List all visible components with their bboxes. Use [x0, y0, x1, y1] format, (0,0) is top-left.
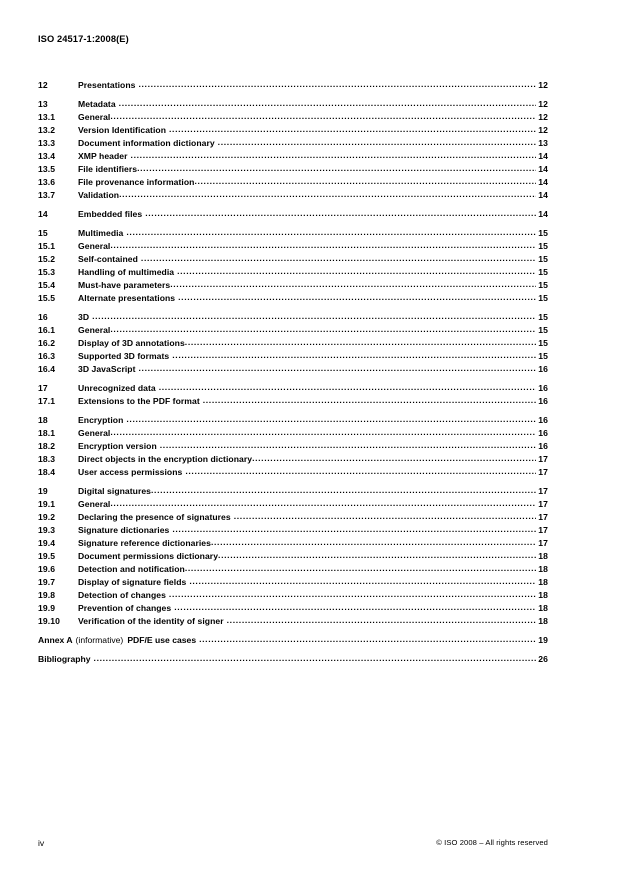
toc-entry-number: 18: [38, 415, 48, 425]
toc-entry[interactable]: [38, 440, 548, 453]
toc-entry-title: General: [78, 112, 111, 122]
toc-entry[interactable]: [38, 576, 548, 589]
toc-entry-page-number: 18: [538, 590, 548, 600]
toc-entry-title: Display of 3D annotations: [78, 338, 185, 348]
toc-entry-page-number: 16: [538, 364, 548, 374]
toc-entry-title: Must-have parameters: [78, 280, 171, 290]
toc-entry-number: 15.3: [38, 267, 56, 277]
toc-entry-title: User access permissions: [78, 467, 183, 477]
dot-leader: [194, 176, 536, 188]
toc-entry-page-number: 15: [538, 228, 548, 238]
toc-entry-title: Digital signatures: [78, 486, 152, 496]
dot-leader: [189, 576, 536, 588]
table-of-contents: [38, 79, 548, 666]
toc-entry-title: Embedded files: [78, 209, 143, 219]
toc-entry-page-number: 16: [538, 441, 548, 451]
toc-entry[interactable]: [38, 498, 548, 511]
toc-entry-page-number: 14: [538, 209, 548, 219]
toc-entry[interactable]: [38, 240, 548, 253]
dot-leader: [145, 208, 536, 220]
dot-leader: [119, 189, 536, 201]
annex-title: PDF/E use cases: [127, 635, 197, 645]
bibliography-page-number: 26: [538, 654, 548, 664]
toc-entry[interactable]: [38, 363, 548, 376]
toc-entry-title: Declaring the presence of signatures: [78, 512, 231, 522]
toc-entry[interactable]: [38, 98, 548, 111]
toc-entry-number: 18.4: [38, 467, 56, 477]
toc-entry-page-number: 14: [538, 151, 548, 161]
dot-leader: [151, 485, 536, 497]
toc-entry-page-number: 18: [538, 577, 548, 587]
toc-entry[interactable]: [38, 227, 548, 240]
toc-entry[interactable]: [38, 292, 548, 305]
dot-leader: [119, 98, 536, 110]
toc-entry[interactable]: [38, 137, 548, 150]
toc-entry-title: Version Identification: [78, 125, 167, 135]
toc-entry-page-number: 12: [538, 112, 548, 122]
toc-entry[interactable]: [38, 427, 548, 440]
toc-entry[interactable]: [38, 150, 548, 163]
dot-leader: [169, 124, 536, 136]
toc-group: [38, 414, 548, 479]
toc-entry-number: 13.2: [38, 125, 56, 135]
toc-entry[interactable]: [38, 324, 548, 337]
toc-entry-title: Signature reference dictionaries: [78, 538, 211, 548]
toc-entry-title: Display of signature fields: [78, 577, 187, 587]
dot-leader: [218, 137, 536, 149]
toc-entry-number: 15.1: [38, 241, 56, 251]
toc-entry[interactable]: [38, 414, 548, 427]
toc-entry-number: 13: [38, 99, 48, 109]
dot-leader: [141, 253, 536, 265]
toc-entry[interactable]: [38, 615, 548, 628]
toc-entry-page-number: 15: [538, 280, 548, 290]
annex-page-number: 19: [538, 635, 548, 645]
toc-entry-number: 16.4: [38, 364, 56, 374]
toc-entry-page-number: 17: [538, 454, 548, 464]
toc-entry-number: 13.4: [38, 151, 56, 161]
toc-entry-title: Metadata: [78, 99, 116, 109]
toc-entry-page-number: 14: [538, 190, 548, 200]
dot-leader: [131, 150, 536, 162]
toc-entry-page-number: 16: [538, 383, 548, 393]
toc-entry-number: 15: [38, 228, 48, 238]
toc-entry-page-number: 17: [538, 538, 548, 548]
toc-entry-title: Presentations: [78, 80, 136, 90]
dot-leader: [139, 363, 537, 375]
annex-label: Annex A: [38, 635, 73, 645]
document-header-standard-id: ISO 24517-1:2008(E): [38, 34, 129, 44]
toc-entry[interactable]: [38, 550, 548, 563]
toc-entry-page-number: 15: [538, 293, 548, 303]
dot-leader: [185, 563, 536, 575]
toc-entry[interactable]: [38, 79, 548, 92]
toc-entry-number: 17: [38, 383, 48, 393]
toc-entry-title: General: [78, 241, 111, 251]
dot-leader: [137, 163, 536, 175]
dot-leader: [172, 350, 536, 362]
toc-entry-page-number: 14: [538, 177, 548, 187]
toc-entry[interactable]: [38, 266, 548, 279]
dot-leader: [110, 240, 536, 252]
dot-leader: [172, 524, 536, 536]
toc-entry-page-number: 17: [538, 486, 548, 496]
toc-entry[interactable]: [38, 589, 548, 602]
toc-entry-title: Document information dictionary: [78, 138, 215, 148]
toc-entry-number: 19.9: [38, 603, 56, 613]
toc-entry-number: 16: [38, 312, 48, 322]
toc-entry-number: 19.5: [38, 551, 56, 561]
toc-entry-number: 13.6: [38, 177, 56, 187]
toc-entry-page-number: 18: [538, 603, 548, 613]
toc-entry[interactable]: [38, 524, 548, 537]
toc-entry-title: Validation: [78, 190, 120, 200]
toc-entry-page-number: 17: [538, 467, 548, 477]
toc-entry-page-number: 16: [538, 428, 548, 438]
bibliography-title: Bibliography: [38, 654, 91, 664]
toc-entry-number: 17.1: [38, 396, 56, 406]
toc-entry-number: 14: [38, 209, 48, 219]
toc-entry-title: Supported 3D formats: [78, 351, 170, 361]
toc-entry-number: 15.4: [38, 280, 56, 290]
toc-entry[interactable]: [38, 176, 548, 189]
toc-entry-number: 16.3: [38, 351, 56, 361]
toc-entry-title: Detection of changes: [78, 590, 166, 600]
dot-leader: [110, 324, 536, 336]
footer-page-number: iv: [38, 838, 45, 848]
toc-entry-title: 3D: [78, 312, 90, 322]
toc-entry-number: 16.1: [38, 325, 56, 335]
toc-entry-page-number: 12: [538, 99, 548, 109]
dot-leader: [170, 279, 536, 291]
toc-entry[interactable]: [38, 485, 548, 498]
toc-entry[interactable]: [38, 453, 548, 466]
toc-entry[interactable]: [38, 311, 548, 324]
toc-entry[interactable]: [38, 511, 548, 524]
toc-entry-page-number: 13: [538, 138, 548, 148]
toc-entry-number: 12: [38, 80, 48, 90]
toc-entry[interactable]: [38, 337, 548, 350]
toc-entry-page-number: 17: [538, 525, 548, 535]
toc-entry-title: Self-contained: [78, 254, 138, 264]
toc-entry-title: Document permissions dictionary: [78, 551, 219, 561]
toc-entry[interactable]: [38, 189, 548, 202]
toc-entry-title: Handling of multimedia: [78, 267, 175, 277]
toc-entry-title: Verification of the identity of signer: [78, 616, 224, 626]
toc-entry-title: File identifiers: [78, 164, 138, 174]
toc-entry-number: 19.8: [38, 590, 56, 600]
toc-entry-title: Encryption version: [78, 441, 157, 451]
toc-entry-page-number: 16: [538, 396, 548, 406]
toc-entry[interactable]: [38, 602, 548, 615]
dot-leader: [159, 382, 536, 394]
toc-entry-number: 13.1: [38, 112, 56, 122]
toc-entry-page-number: 17: [538, 499, 548, 509]
toc-entry-number: 13.7: [38, 190, 56, 200]
toc-entry-number: 15.5: [38, 293, 56, 303]
toc-entry-number: 18.3: [38, 454, 56, 464]
toc-entry[interactable]: [38, 111, 548, 124]
footer-copyright-notice: © ISO 2008 – All rights reserved: [436, 838, 548, 847]
toc-entry-page-number: 18: [538, 551, 548, 561]
toc-group: [38, 382, 548, 408]
dot-leader: [126, 414, 536, 426]
toc-entry-page-number: 15: [538, 254, 548, 264]
toc-entry-page-number: 15: [538, 267, 548, 277]
toc-group: [38, 311, 548, 376]
dot-leader: [234, 511, 536, 523]
dot-leader: [185, 337, 536, 349]
dot-leader: [211, 537, 536, 549]
toc-entry-number: 19.3: [38, 525, 56, 535]
toc-entry[interactable]: [38, 253, 548, 266]
toc-entry[interactable]: [38, 466, 548, 479]
toc-entry-number: 15.2: [38, 254, 56, 264]
toc-group: [38, 79, 548, 92]
toc-entry-bibliography[interactable]: [38, 653, 548, 666]
dot-leader: [126, 227, 536, 239]
toc-entry-number: 19.10: [38, 616, 61, 626]
dot-leader: [203, 395, 536, 407]
dot-leader: [199, 634, 536, 646]
toc-entry-page-number: 14: [538, 164, 548, 174]
toc-entry-page-number: 15: [538, 312, 548, 322]
toc-entry-number: 19.2: [38, 512, 56, 522]
dot-leader: [92, 311, 536, 323]
toc-entry[interactable]: [38, 163, 548, 176]
dot-leader: [94, 653, 536, 665]
dot-leader: [178, 292, 536, 304]
dot-leader: [110, 498, 536, 510]
toc-entry-title: Prevention of changes: [78, 603, 172, 613]
dot-leader: [174, 602, 536, 614]
toc-entry-title: Direct objects in the encryption dictionary: [78, 454, 253, 464]
toc-entry-number: 19.1: [38, 499, 56, 509]
toc-entry-number: 19.6: [38, 564, 56, 574]
toc-entry[interactable]: [38, 382, 548, 395]
toc-entry-page-number: 17: [538, 512, 548, 522]
toc-entry-page-number: 18: [538, 564, 548, 574]
toc-entry-page-number: 12: [538, 80, 548, 90]
toc-entry-page-number: 12: [538, 125, 548, 135]
toc-entry-page-number: 15: [538, 351, 548, 361]
toc-entry-title: Signature dictionaries: [78, 525, 170, 535]
toc-entry[interactable]: [38, 537, 548, 550]
toc-entry-page-number: 15: [538, 338, 548, 348]
dot-leader: [227, 615, 536, 627]
toc-entry[interactable]: [38, 124, 548, 137]
toc-entry-number: 18.1: [38, 428, 56, 438]
toc-entry-title: Encryption: [78, 415, 124, 425]
toc-entry-title: Multimedia: [78, 228, 124, 238]
toc-entry-title: Alternate presentations: [78, 293, 176, 303]
toc-group-annex: [38, 634, 548, 647]
toc-entry[interactable]: [38, 279, 548, 292]
toc-entry-title: Unrecognized data: [78, 383, 156, 393]
toc-entry-title: Detection and notification: [78, 564, 185, 574]
toc-entry-page-number: 16: [538, 415, 548, 425]
toc-group: [38, 227, 548, 305]
dot-leader: [169, 589, 536, 601]
toc-group: [38, 208, 548, 221]
toc-entry-page-number: 18: [538, 616, 548, 626]
toc-entry-number: 19.7: [38, 577, 56, 587]
dot-leader: [160, 440, 536, 452]
dot-leader: [177, 266, 536, 278]
toc-entry-page-number: 15: [538, 325, 548, 335]
dot-leader: [110, 111, 536, 123]
toc-group-bibliography: [38, 653, 548, 666]
toc-entry[interactable]: [38, 208, 548, 221]
dot-leader: [252, 453, 536, 465]
toc-entry-title: XMP header: [78, 151, 128, 161]
dot-leader: [185, 466, 536, 478]
toc-entry-number: 19.4: [38, 538, 56, 548]
toc-entry-title: General: [78, 428, 111, 438]
toc-entry-number: 18.2: [38, 441, 56, 451]
toc-entry-number: 13.3: [38, 138, 56, 148]
toc-entry-title: General: [78, 325, 111, 335]
toc-entry[interactable]: [38, 563, 548, 576]
toc-group: [38, 485, 548, 628]
toc-entry-number: 19: [38, 486, 48, 496]
dot-leader: [110, 427, 536, 439]
dot-leader: [138, 79, 536, 91]
dot-leader: [218, 550, 536, 562]
toc-entry-annex[interactable]: [38, 634, 548, 647]
toc-group: [38, 98, 548, 202]
toc-entry[interactable]: [38, 395, 548, 408]
toc-entry-number: 16.2: [38, 338, 56, 348]
annex-informative-qualifier: (informative): [75, 635, 124, 645]
toc-entry-page-number: 15: [538, 241, 548, 251]
toc-entry[interactable]: [38, 350, 548, 363]
toc-entry-title: File provenance information: [78, 177, 195, 187]
toc-entry-title: 3D JavaScript: [78, 364, 136, 374]
toc-entry-number: 13.5: [38, 164, 56, 174]
toc-entry-title: General: [78, 499, 111, 509]
toc-entry-title: Extensions to the PDF format: [78, 396, 200, 406]
